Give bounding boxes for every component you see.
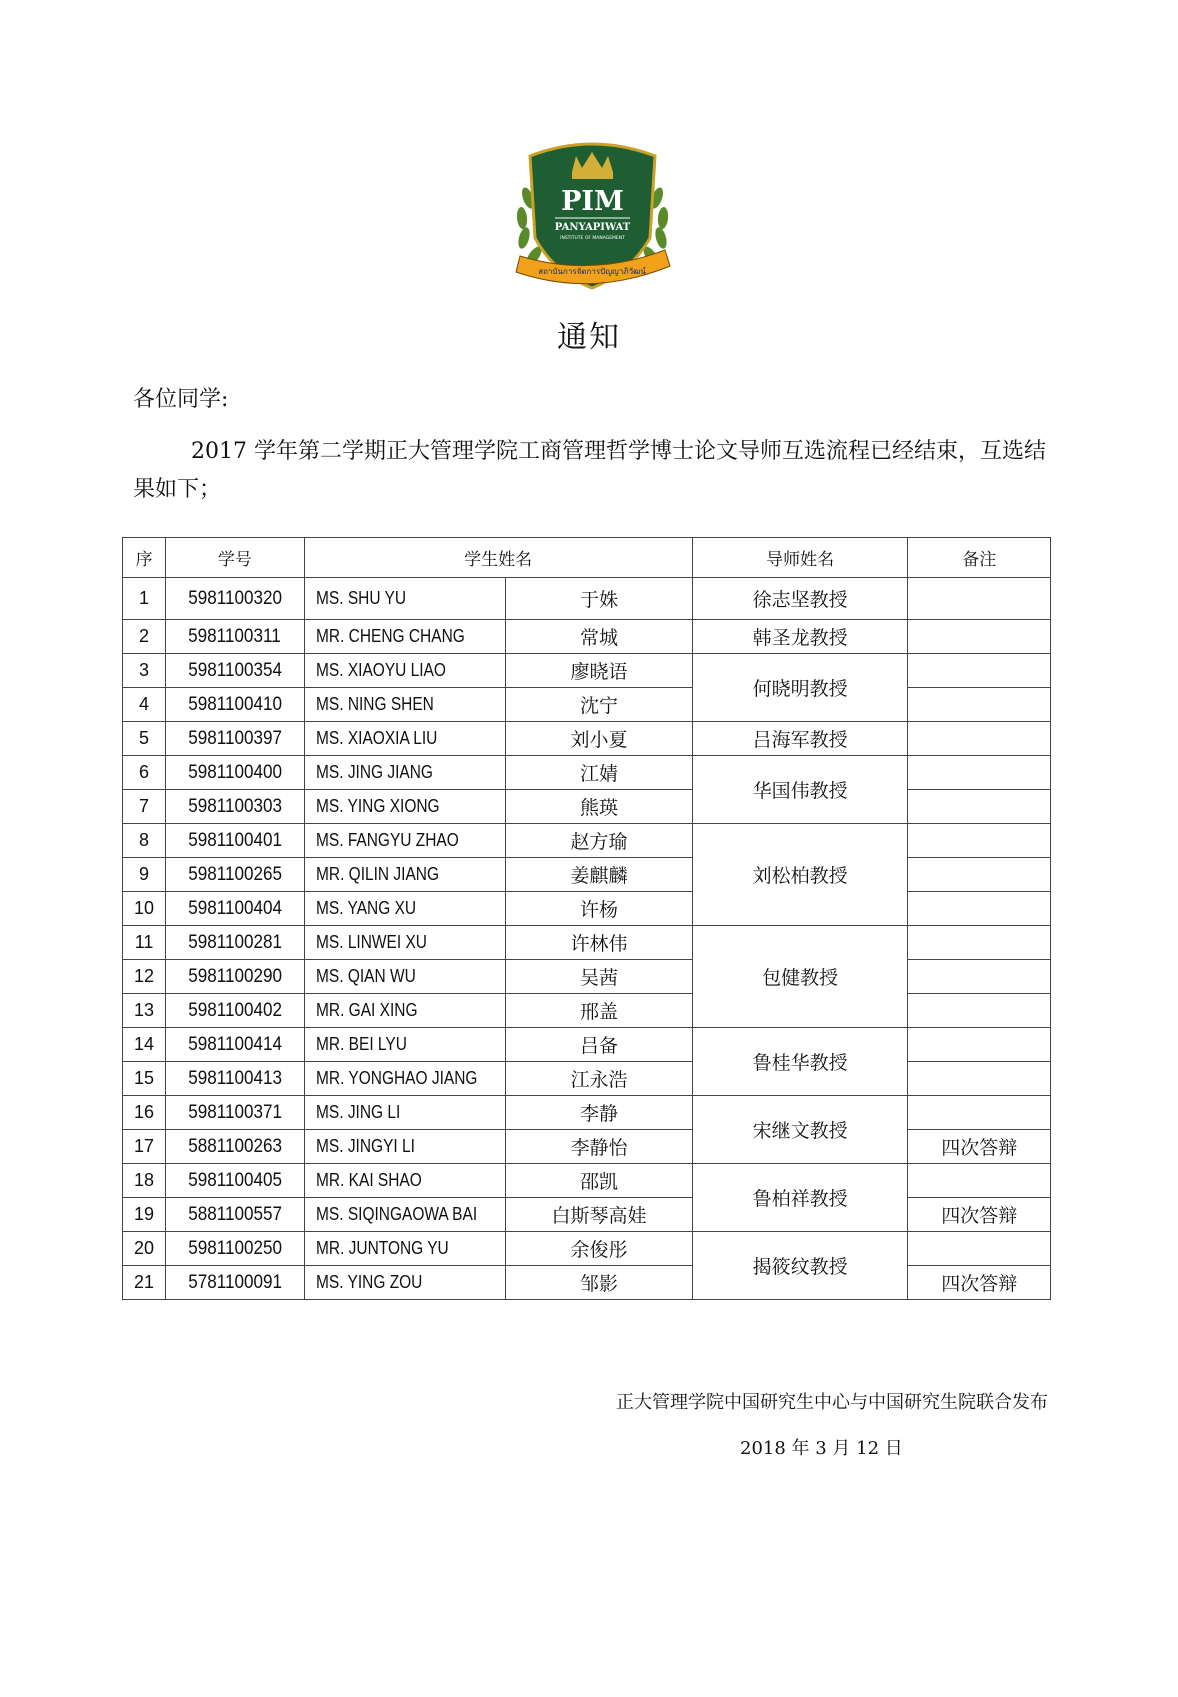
cell-advisor: 揭筱纹教授 (692, 1232, 908, 1300)
table-row (123, 994, 1051, 1028)
cell-note (908, 858, 1051, 892)
cell-name-en (304, 620, 506, 654)
table-row (123, 722, 1051, 756)
cell-student-id (166, 994, 304, 1028)
cell-name-cn: 许林伟 (506, 926, 693, 960)
cell-student-id (166, 1096, 304, 1130)
cell-note (908, 1232, 1051, 1266)
cell-student-id-text: 5981100320 (187, 588, 282, 609)
table-row (123, 1028, 1051, 1062)
cell-student-id (166, 1130, 304, 1164)
cell-student-id-text: 5981100265 (187, 864, 282, 885)
cell-seq: 3 (123, 654, 166, 688)
table-header-row (123, 538, 1051, 578)
cell-seq: 14 (123, 1028, 166, 1062)
cell-name-en-text: MS. YING ZOU (315, 1272, 422, 1292)
cell-name-cn: 白斯琴高娃 (506, 1198, 693, 1232)
cell-advisor: 华国伟教授 (692, 756, 908, 824)
cell-name-cn: 廖晓语 (506, 654, 693, 688)
table-row (123, 1062, 1051, 1096)
svg-text:PIM: PIM (561, 186, 624, 217)
cell-name-en (304, 892, 506, 926)
cell-student-id-text: 5981100413 (187, 1068, 282, 1089)
cell-name-cn: 赵方瑜 (506, 824, 693, 858)
cell-name-en-text: MR. YONGHAO JIANG (315, 1068, 477, 1088)
header-student-name: 学生姓名 (304, 538, 692, 578)
cell-seq: 4 (123, 688, 166, 722)
cell-note (908, 688, 1051, 722)
cell-name-en-text: MR. KAI SHAO (315, 1170, 422, 1190)
cell-student-id-text: 5881100557 (187, 1204, 282, 1225)
pim-logo (510, 138, 675, 298)
cell-name-cn: 刘小夏 (506, 722, 693, 756)
cell-student-id (166, 1266, 304, 1300)
table-row (123, 688, 1051, 722)
cell-student-id (166, 926, 304, 960)
table-row (123, 654, 1051, 688)
cell-name-cn: 沈宁 (506, 688, 693, 722)
cell-seq: 2 (123, 620, 166, 654)
cell-name-en-text: MS. JINGYI LI (315, 1136, 415, 1156)
salutation: 各位同学: (133, 387, 229, 412)
cell-note (908, 756, 1051, 790)
cell-name-en (304, 578, 506, 620)
intro-paragraph (133, 433, 1048, 509)
cell-student-id-text: 5881100263 (187, 1136, 282, 1157)
cell-note (908, 578, 1051, 620)
cell-name-en-text: MS. YANG XU (315, 898, 416, 918)
cell-name-cn: 吴茜 (506, 960, 693, 994)
cell-name-en (304, 654, 506, 688)
table-row (123, 960, 1051, 994)
cell-advisor: 宋继文教授 (692, 1096, 908, 1164)
publish-date: 2018 年 3 月 12 日 (740, 1438, 903, 1459)
cell-advisor: 鲁柏祥教授 (692, 1164, 908, 1232)
cell-name-en (304, 926, 506, 960)
cell-student-id-text: 5981100400 (187, 762, 282, 783)
table-row (123, 858, 1051, 892)
cell-student-id (166, 858, 304, 892)
cell-name-cn: 李静 (506, 1096, 693, 1130)
cell-name-en-text: MS. JING LI (315, 1102, 400, 1122)
cell-student-id-text: 5981100402 (187, 1000, 282, 1021)
svg-text:INSTITUTE OF MANAGEMENT: INSTITUTE OF MANAGEMENT (560, 236, 625, 241)
cell-name-en-text: MR. BEI LYU (315, 1034, 407, 1054)
cell-note (908, 654, 1051, 688)
table-row (123, 790, 1051, 824)
cell-note (908, 994, 1051, 1028)
intro-text: 2017 学年第二学期正大管理学院工商管理哲学博士论文导师互选流程已经结束，互选结果如下； (133, 439, 1046, 502)
cell-name-en (304, 1198, 506, 1232)
cell-name-cn: 姜麒麟 (506, 858, 693, 892)
cell-student-id (166, 892, 304, 926)
cell-name-en-text: MS. SIQINGAOWA BAI (315, 1204, 477, 1224)
cell-note (908, 824, 1051, 858)
table-row (123, 620, 1051, 654)
cell-student-id-text: 5981100281 (187, 932, 282, 953)
cell-name-en (304, 756, 506, 790)
cell-name-en-text: MS. JING JIANG (315, 762, 433, 782)
publisher: 正大管理学院中国研究生中心与中国研究生院联合发布 (616, 1392, 1048, 1413)
cell-student-id (166, 654, 304, 688)
table-row (123, 1232, 1051, 1266)
cell-name-en (304, 960, 506, 994)
cell-student-id-text: 5981100405 (187, 1170, 282, 1191)
cell-name-cn: 许杨 (506, 892, 693, 926)
table-row (123, 1130, 1051, 1164)
table-row (123, 1096, 1051, 1130)
cell-name-en-text: MR. GAI XING (315, 1000, 418, 1020)
table-row (123, 1266, 1051, 1300)
cell-name-en-text: MS. NING SHEN (315, 694, 434, 714)
cell-note (908, 960, 1051, 994)
cell-name-en (304, 994, 506, 1028)
cell-seq: 12 (123, 960, 166, 994)
cell-student-id-text: 5981100371 (187, 1102, 282, 1123)
cell-seq: 5 (123, 722, 166, 756)
cell-student-id (166, 1164, 304, 1198)
cell-seq: 1 (123, 578, 166, 620)
cell-seq: 16 (123, 1096, 166, 1130)
cell-name-cn: 余俊彤 (506, 1232, 693, 1266)
cell-student-id (166, 688, 304, 722)
cell-note (908, 1096, 1051, 1130)
table-row (123, 824, 1051, 858)
cell-advisor: 包健教授 (692, 926, 908, 1028)
cell-name-cn: 熊瑛 (506, 790, 693, 824)
cell-name-en (304, 824, 506, 858)
cell-name-en-text: MS. FANGYU ZHAO (315, 830, 459, 850)
cell-name-en (304, 1232, 506, 1266)
cell-student-id-text: 5981100397 (187, 728, 282, 749)
cell-student-id-text: 5981100311 (188, 626, 282, 647)
cell-student-id (166, 1062, 304, 1096)
cell-note (908, 1164, 1051, 1198)
cell-note (908, 926, 1051, 960)
cell-name-cn: 江永浩 (506, 1062, 693, 1096)
cell-name-en-text: MS. QIAN WU (315, 966, 416, 986)
cell-name-en (304, 1164, 506, 1198)
cell-advisor: 何晓明教授 (692, 654, 908, 722)
table-row (123, 926, 1051, 960)
cell-seq: 10 (123, 892, 166, 926)
table-row (123, 1164, 1051, 1198)
cell-note: 四次答辩 (908, 1198, 1051, 1232)
cell-student-id (166, 790, 304, 824)
header-advisor: 导师姓名 (692, 538, 908, 578)
cell-student-id-text: 5981100410 (187, 694, 282, 715)
cell-student-id-text: 5981100401 (187, 830, 282, 851)
header-id: 学号 (166, 538, 304, 578)
cell-student-id-text: 5981100250 (187, 1238, 282, 1259)
cell-seq: 20 (123, 1232, 166, 1266)
cell-name-en (304, 1096, 506, 1130)
cell-student-id-text: 5981100303 (187, 796, 282, 817)
cell-advisor: 刘松柏教授 (692, 824, 908, 926)
cell-name-cn: 于姝 (506, 578, 693, 620)
cell-name-en (304, 790, 506, 824)
cell-name-en (304, 858, 506, 892)
cell-name-en (304, 1028, 506, 1062)
cell-name-en-text: MR. CHENG CHANG (315, 626, 465, 646)
cell-seq: 17 (123, 1130, 166, 1164)
cell-student-id (166, 620, 304, 654)
cell-student-id-text: 5981100290 (187, 966, 282, 987)
cell-seq: 21 (123, 1266, 166, 1300)
cell-name-cn: 邹影 (506, 1266, 693, 1300)
cell-student-id (166, 1198, 304, 1232)
cell-seq: 15 (123, 1062, 166, 1096)
cell-student-id (166, 960, 304, 994)
cell-note (908, 790, 1051, 824)
cell-student-id-text: 5981100414 (187, 1034, 282, 1055)
cell-seq: 11 (123, 926, 166, 960)
cell-name-en-text: MR. QILIN JIANG (315, 864, 439, 884)
cell-seq: 8 (123, 824, 166, 858)
cell-student-id-text: 5981100404 (187, 898, 282, 919)
cell-name-en (304, 722, 506, 756)
cell-name-cn: 邵凯 (506, 1164, 693, 1198)
cell-name-en (304, 1266, 506, 1300)
table-row (123, 892, 1051, 926)
cell-student-id-text: 5781100091 (187, 1272, 282, 1293)
table-row (123, 756, 1051, 790)
table-row (123, 1198, 1051, 1232)
page-title: 通知 (557, 320, 621, 355)
cell-name-cn: 吕备 (506, 1028, 693, 1062)
svg-text:PANYAPIWAT: PANYAPIWAT (554, 222, 631, 233)
cell-student-id (166, 756, 304, 790)
cell-name-cn: 常城 (506, 620, 693, 654)
cell-name-en-text: MR. JUNTONG YU (315, 1238, 449, 1258)
cell-note (908, 1062, 1051, 1096)
cell-note (908, 892, 1051, 926)
cell-advisor: 徐志坚教授 (692, 578, 908, 620)
cell-name-en-text: MS. YING XIONG (315, 796, 440, 816)
cell-seq: 19 (123, 1198, 166, 1232)
cell-note: 四次答辩 (908, 1130, 1051, 1164)
cell-seq: 13 (123, 994, 166, 1028)
cell-student-id (166, 578, 304, 620)
cell-name-en-text: MS. SHU YU (315, 588, 406, 608)
cell-note (908, 722, 1051, 756)
cell-advisor: 韩圣龙教授 (692, 620, 908, 654)
header-seq: 序 (123, 538, 166, 578)
result-table (122, 537, 1051, 1300)
cell-seq: 9 (123, 858, 166, 892)
cell-name-en-text: MS. LINWEI XU (315, 932, 427, 952)
cell-note (908, 620, 1051, 654)
cell-seq: 18 (123, 1164, 166, 1198)
cell-name-en-text: MS. XIAOYU LIAO (315, 660, 446, 680)
cell-student-id-text: 5981100354 (187, 660, 282, 681)
cell-student-id (166, 1232, 304, 1266)
cell-student-id (166, 1028, 304, 1062)
table-row (123, 578, 1051, 620)
header-note: 备注 (908, 538, 1051, 578)
cell-name-en (304, 1062, 506, 1096)
cell-name-en (304, 1130, 506, 1164)
cell-name-cn: 江婧 (506, 756, 693, 790)
svg-text:สถาบันการจัดการปัญญาภิวัฒน์: สถาบันการจัดการปัญญาภิวัฒน์ (538, 267, 646, 276)
cell-name-en-text: MS. XIAOXIA LIU (315, 728, 437, 748)
cell-note (908, 1028, 1051, 1062)
cell-student-id (166, 824, 304, 858)
cell-name-cn: 李静怡 (506, 1130, 693, 1164)
cell-note: 四次答辩 (908, 1266, 1051, 1300)
cell-name-cn: 邢盖 (506, 994, 693, 1028)
cell-name-en (304, 688, 506, 722)
cell-seq: 7 (123, 790, 166, 824)
cell-advisor: 鲁桂华教授 (692, 1028, 908, 1096)
cell-advisor: 吕海军教授 (692, 722, 908, 756)
cell-seq: 6 (123, 756, 166, 790)
cell-student-id (166, 722, 304, 756)
